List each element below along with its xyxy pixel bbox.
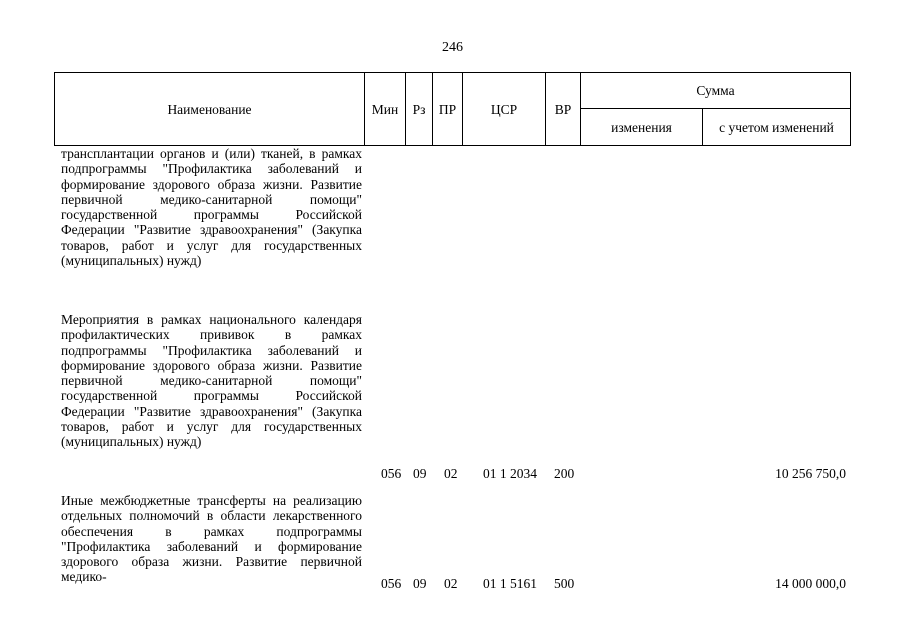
- header-name: Наименование: [167, 101, 252, 117]
- row-total: 10 256 750,0: [775, 466, 846, 481]
- row-csr: 01 1 2034: [483, 466, 537, 481]
- row-csr: 01 1 5161: [483, 576, 537, 591]
- row-min: 056: [381, 576, 402, 591]
- header-with-change: с учетом изменений: [719, 119, 834, 135]
- page-number: 246: [442, 40, 463, 55]
- row-name: трансплантации органов и (или) тканей, в рамках подпрограммы "Профилактика заболеваний и формирование здорового образа жизни. Развитие первичной медико-санитарной помощи" государственной программы Российской Федерации "Развитие здравоохранения" (Закупка товаров, работ и услуг для государственных (муниципальных) нужд): [61, 146, 362, 269]
- header-rz: Рз: [412, 101, 426, 117]
- header-pr: ПР: [438, 101, 457, 117]
- row-vr: 500: [554, 576, 575, 591]
- header-csr: ЦСР: [490, 101, 518, 117]
- row-pr: 02: [444, 466, 458, 481]
- header-min: Мин: [371, 101, 399, 117]
- header-sum: Сумма: [696, 83, 735, 98]
- row-rz: 09: [413, 466, 427, 481]
- table-header: [54, 72, 851, 146]
- row-min: 056: [381, 466, 402, 481]
- row-name: Иные межбюджетные трансферты на реализацию отдельных полномочий в области лекарственного обеспечения в рамках подпрограммы "Профилактика заболеваний и формирование здорового образа жизни. Развитие первичной медико-: [61, 493, 362, 585]
- row-total: 14 000 000,0: [775, 576, 846, 591]
- row-vr: 200: [554, 466, 575, 481]
- header-vr: ВР: [554, 101, 572, 117]
- header-right-border: [850, 72, 851, 146]
- row-pr: 02: [444, 576, 458, 591]
- header-change: изменения: [611, 119, 672, 135]
- row-rz: 09: [413, 576, 427, 591]
- row-name: Мероприятия в рамках национального календаря профилактических прививок в рамках подпрограммы "Профилактика заболеваний и формирование здорового образа жизни. Развитие первичной медико-санитарной помощи" государственной программы Российской Федерации "Развитие здравоохранения" (Закупка товаров, работ и услуг для государственных (муниципальных) нужд): [61, 312, 362, 450]
